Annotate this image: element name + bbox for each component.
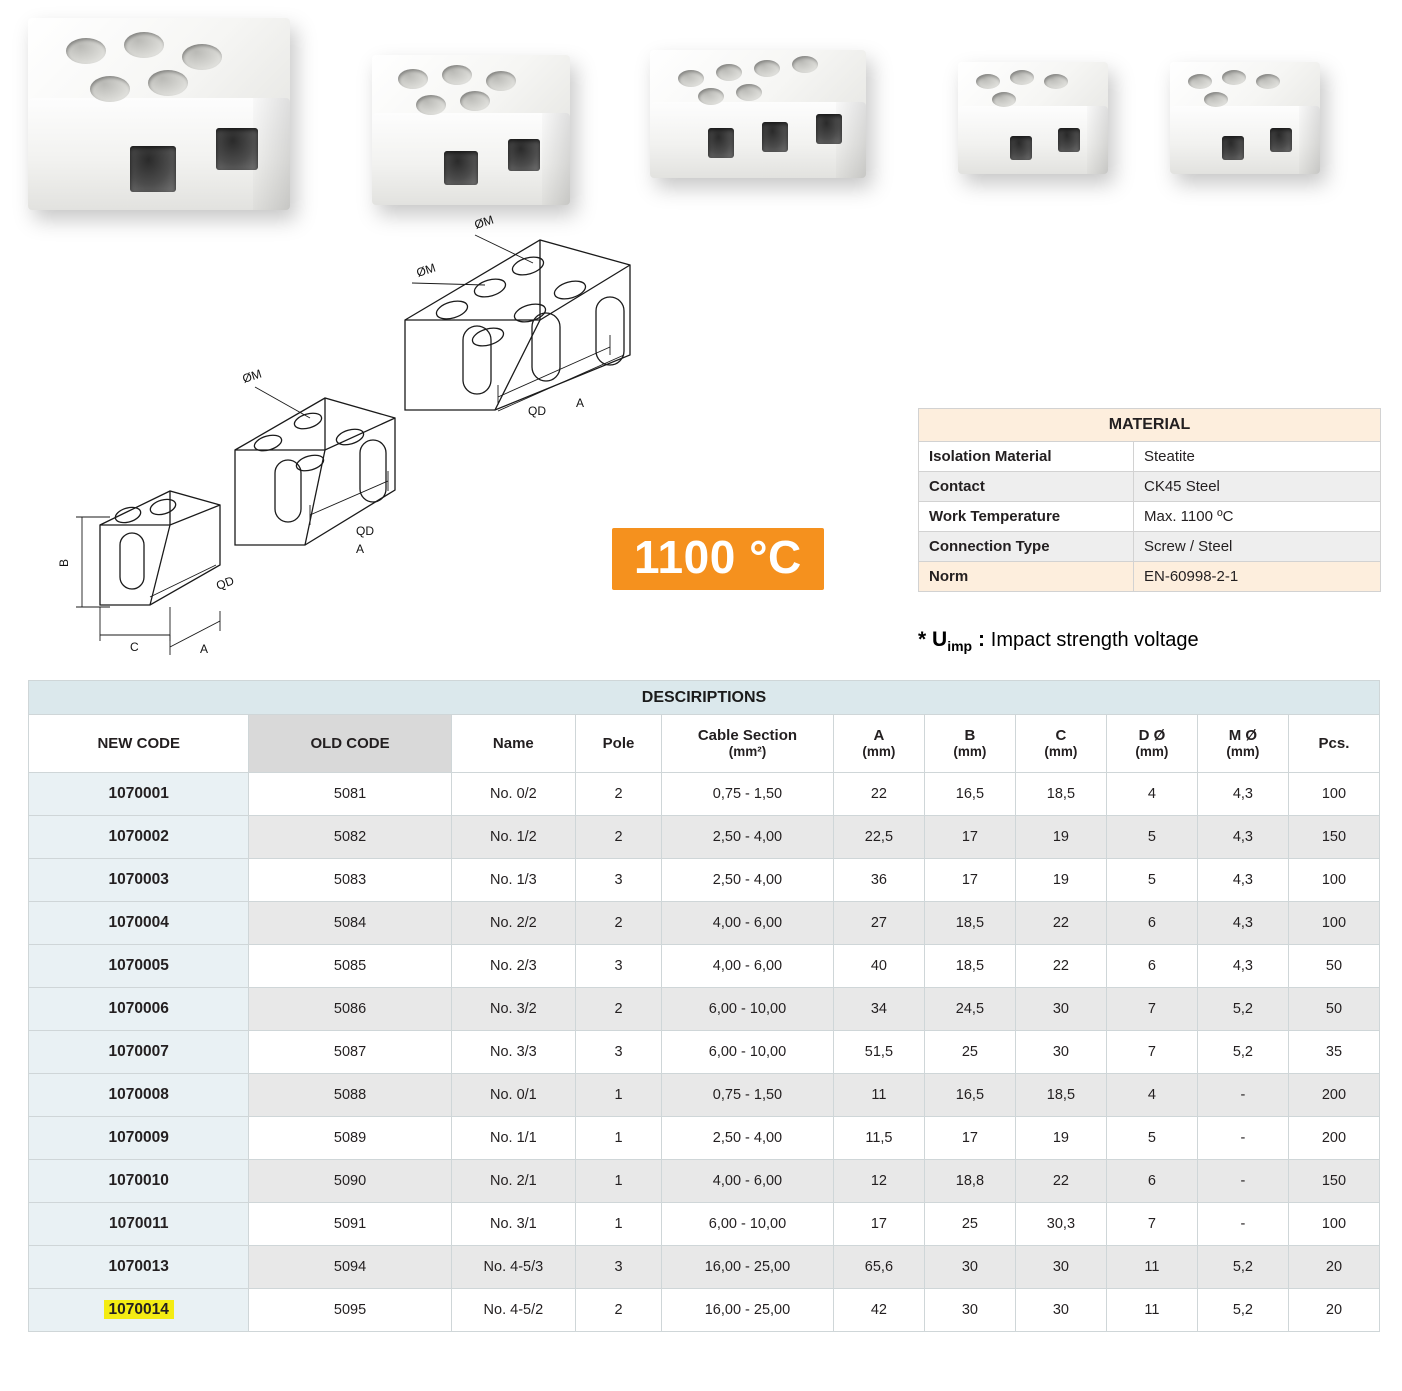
material-key: Contact — [919, 472, 1134, 502]
cell-name: No. 4-5/2 — [451, 1289, 575, 1332]
cell-pole: 2 — [576, 773, 662, 816]
product-photo-2 — [372, 55, 570, 205]
col-header-c — [1015, 715, 1106, 773]
material-row — [919, 472, 1381, 502]
screw-hole-top — [1222, 70, 1246, 85]
cell-pole: 3 — [576, 1246, 662, 1289]
col-header-m-unit: (mm) — [1226, 744, 1260, 760]
cell-c: 19 — [1015, 859, 1106, 902]
cell-name: No. 3/1 — [451, 1203, 575, 1246]
table-row — [29, 988, 1380, 1031]
cable-entry-hole — [1270, 128, 1292, 152]
label-b: B — [57, 558, 71, 567]
cell-pcs: 100 — [1288, 1203, 1379, 1246]
cell-old-code: 5084 — [249, 902, 451, 945]
cell-a: 22 — [833, 773, 924, 816]
cell-m: - — [1197, 1160, 1288, 1203]
cable-entry-hole — [444, 151, 478, 185]
col-header-name: Name — [451, 715, 575, 773]
cell-cable-section: 6,00 - 10,00 — [662, 1031, 834, 1074]
cell-d: 11 — [1106, 1289, 1197, 1332]
cell-new-code: 1070002 — [29, 816, 249, 859]
product-photo-5 — [1170, 62, 1320, 174]
block-shading — [836, 102, 866, 178]
drawing-large-block — [405, 240, 630, 410]
product-photo-3 — [650, 50, 866, 178]
cell-a: 36 — [833, 859, 924, 902]
screw-hole-top — [792, 56, 818, 73]
cell-a: 27 — [833, 902, 924, 945]
cell-name: No. 2/2 — [451, 902, 575, 945]
col-header-a-label: A — [873, 727, 885, 745]
material-key: Connection Type — [919, 532, 1134, 562]
cell-old-code: 5086 — [249, 988, 451, 1031]
material-row — [919, 442, 1381, 472]
product-photo-strip — [0, 0, 1402, 235]
cable-entry-hole — [130, 146, 176, 192]
cable-entry-hole — [1058, 128, 1080, 152]
cell-d: 7 — [1106, 1203, 1197, 1246]
cell-a: 51,5 — [833, 1031, 924, 1074]
material-value: Max. 1100 ºC — [1134, 502, 1381, 532]
screw-hole-top — [486, 71, 516, 91]
table-row — [29, 945, 1380, 988]
screw-hole-top — [148, 70, 188, 96]
block-shading — [1087, 106, 1108, 174]
cell-m: 4,3 — [1197, 902, 1288, 945]
cell-old-code: 5095 — [249, 1289, 451, 1332]
screw-hole-top — [976, 74, 1000, 89]
cell-new-code: 1070010 — [29, 1160, 249, 1203]
col-header-b-unit: (mm) — [953, 744, 987, 760]
cell-new-code: 1070009 — [29, 1117, 249, 1160]
cell-a: 17 — [833, 1203, 924, 1246]
cell-b: 17 — [924, 816, 1015, 859]
screw-hole-top — [1204, 92, 1228, 107]
cell-cable-section: 4,00 - 6,00 — [662, 902, 834, 945]
cell-a: 65,6 — [833, 1246, 924, 1289]
table-row — [29, 1074, 1380, 1117]
product-photo-1 — [28, 18, 290, 210]
cell-new-code: 1070004 — [29, 902, 249, 945]
col-header-b — [924, 715, 1015, 773]
block-shading — [542, 113, 570, 205]
screw-hole-top — [442, 65, 472, 85]
material-value: Screw / Steel — [1134, 532, 1381, 562]
cable-entry-hole — [1010, 136, 1032, 160]
cell-name: No. 1/1 — [451, 1117, 575, 1160]
cell-a: 22,5 — [833, 816, 924, 859]
highlighted-code: 1070014 — [104, 1300, 174, 1319]
drawing-medium-block — [235, 398, 395, 545]
cell-name: No. 1/2 — [451, 816, 575, 859]
screw-hole-top — [398, 69, 428, 89]
material-key: Work Temperature — [919, 502, 1134, 532]
cell-pcs: 100 — [1288, 773, 1379, 816]
footnote-subscript: imp — [947, 638, 973, 655]
cell-pole: 3 — [576, 945, 662, 988]
cell-d: 7 — [1106, 1031, 1197, 1074]
col-header-pcs: Pcs. — [1288, 715, 1379, 773]
col-header-m-diameter — [1197, 715, 1288, 773]
label-c: C — [130, 640, 139, 654]
material-row — [919, 562, 1381, 592]
label-qd: QD — [356, 524, 374, 538]
screw-hole-top — [698, 88, 724, 105]
cell-b: 30 — [924, 1246, 1015, 1289]
label-m-diameter: ØM — [414, 260, 438, 280]
screw-hole-top — [678, 70, 704, 87]
temperature-badge: 1100 °C — [612, 528, 824, 590]
block-shading — [1299, 106, 1320, 174]
cell-pcs: 20 — [1288, 1246, 1379, 1289]
label-a: A — [200, 642, 209, 656]
descriptions-title: DESCIRIPTIONS — [29, 681, 1380, 715]
cell-old-code: 5091 — [249, 1203, 451, 1246]
cell-new-code: 1070006 — [29, 988, 249, 1031]
screw-hole-top — [182, 44, 222, 70]
label-qd: QD — [214, 573, 236, 593]
col-header-a-unit: (mm) — [862, 744, 896, 760]
descriptions-header-row — [29, 715, 1380, 773]
cell-pole: 2 — [576, 988, 662, 1031]
table-row — [29, 859, 1380, 902]
cell-new-code: 1070005 — [29, 945, 249, 988]
table-row — [29, 773, 1380, 816]
col-header-d-diameter — [1106, 715, 1197, 773]
cell-c: 30 — [1015, 1031, 1106, 1074]
cell-pcs: 35 — [1288, 1031, 1379, 1074]
label-a: A — [576, 396, 585, 410]
cell-b: 25 — [924, 1203, 1015, 1246]
cell-old-code: 5081 — [249, 773, 451, 816]
cable-entry-hole — [508, 139, 540, 171]
label-m-diameter: ØM — [472, 215, 496, 232]
descriptions-table — [28, 680, 1380, 1332]
material-row — [919, 502, 1381, 532]
cell-c: 30,3 — [1015, 1203, 1106, 1246]
cell-pcs: 200 — [1288, 1074, 1379, 1117]
cell-old-code: 5090 — [249, 1160, 451, 1203]
cell-m: 5,2 — [1197, 1289, 1288, 1332]
cell-a: 11 — [833, 1074, 924, 1117]
cell-pole: 1 — [576, 1074, 662, 1117]
table-row — [29, 1203, 1380, 1246]
footnote-asterisk: * — [918, 628, 927, 651]
col-header-new-code: NEW CODE — [29, 715, 249, 773]
screw-hole-top — [124, 32, 164, 58]
cell-c: 19 — [1015, 1117, 1106, 1160]
cell-cable-section: 16,00 - 25,00 — [662, 1246, 834, 1289]
screw-hole-top — [1256, 74, 1280, 89]
cell-pole: 3 — [576, 1031, 662, 1074]
cell-c: 22 — [1015, 902, 1106, 945]
cell-pcs: 150 — [1288, 1160, 1379, 1203]
cell-d: 4 — [1106, 1074, 1197, 1117]
cell-cable-section: 2,50 - 4,00 — [662, 816, 834, 859]
table-row — [29, 1117, 1380, 1160]
cell-d: 6 — [1106, 1160, 1197, 1203]
material-key: Isolation Material — [919, 442, 1134, 472]
screw-hole-top — [716, 64, 742, 81]
cell-cable-section: 4,00 - 6,00 — [662, 1160, 834, 1203]
col-header-m-label: M Ø — [1228, 727, 1258, 745]
cell-pole: 1 — [576, 1160, 662, 1203]
descriptions-title-row — [29, 681, 1380, 715]
cell-m: - — [1197, 1074, 1288, 1117]
cell-b: 30 — [924, 1289, 1015, 1332]
cell-pcs: 100 — [1288, 902, 1379, 945]
cable-entry-hole — [708, 128, 734, 158]
cell-pole: 1 — [576, 1203, 662, 1246]
cell-d: 5 — [1106, 859, 1197, 902]
cell-name: No. 2/1 — [451, 1160, 575, 1203]
cell-d: 11 — [1106, 1246, 1197, 1289]
cell-new-code: 1070013 — [29, 1246, 249, 1289]
table-row — [29, 1160, 1380, 1203]
cell-b: 18,8 — [924, 1160, 1015, 1203]
cell-new-code: 1070001 — [29, 773, 249, 816]
screw-hole-top — [66, 38, 106, 64]
col-header-d-unit: (mm) — [1135, 744, 1169, 760]
screw-hole-top — [460, 91, 490, 111]
screw-hole-top — [90, 76, 130, 102]
cable-entry-hole — [1222, 136, 1244, 160]
table-row — [29, 1246, 1380, 1289]
cell-cable-section: 0,75 - 1,50 — [662, 1074, 834, 1117]
cell-c: 19 — [1015, 816, 1106, 859]
material-table-title: MATERIAL — [919, 409, 1381, 442]
screw-hole-top — [1010, 70, 1034, 85]
cell-m: 4,3 — [1197, 816, 1288, 859]
col-header-cable-section-label: Cable Section — [697, 727, 798, 745]
cell-a: 40 — [833, 945, 924, 988]
cell-c: 18,5 — [1015, 773, 1106, 816]
footnote-definition: Impact strength voltage — [990, 629, 1199, 651]
block-front-face — [1170, 106, 1320, 174]
cell-a: 34 — [833, 988, 924, 1031]
col-header-cable-section — [662, 715, 834, 773]
cell-a: 11,5 — [833, 1117, 924, 1160]
material-table — [918, 408, 1381, 592]
cell-d: 6 — [1106, 945, 1197, 988]
cell-c: 30 — [1015, 988, 1106, 1031]
table-row-highlighted — [29, 1289, 1380, 1332]
cell-pole: 3 — [576, 859, 662, 902]
cell-c: 18,5 — [1015, 1074, 1106, 1117]
product-photo-4 — [958, 62, 1108, 174]
cell-pcs: 50 — [1288, 988, 1379, 1031]
cell-pcs: 200 — [1288, 1117, 1379, 1160]
label-a: A — [356, 542, 365, 556]
dimension-drawing-svg — [20, 215, 680, 675]
cell-old-code: 5088 — [249, 1074, 451, 1117]
cell-b: 17 — [924, 859, 1015, 902]
col-header-b-label: B — [964, 727, 976, 745]
cable-entry-hole — [216, 128, 258, 170]
cell-pole: 1 — [576, 1117, 662, 1160]
cell-name: No. 2/3 — [451, 945, 575, 988]
cell-d: 5 — [1106, 1117, 1197, 1160]
table-row — [29, 902, 1380, 945]
col-header-c-label: C — [1055, 727, 1067, 745]
material-value: Steatite — [1134, 442, 1381, 472]
cell-b: 18,5 — [924, 902, 1015, 945]
col-header-c-unit: (mm) — [1044, 744, 1078, 760]
cell-pole: 2 — [576, 816, 662, 859]
screw-hole-top — [1044, 74, 1068, 89]
screw-hole-top — [992, 92, 1016, 107]
cell-cable-section: 4,00 - 6,00 — [662, 945, 834, 988]
cell-name: No. 4-5/3 — [451, 1246, 575, 1289]
cell-pcs: 50 — [1288, 945, 1379, 988]
col-header-cable-section-unit: (mm²) — [728, 744, 767, 760]
cell-m: 5,2 — [1197, 1031, 1288, 1074]
cell-c: 22 — [1015, 945, 1106, 988]
cable-entry-hole — [762, 122, 788, 152]
cell-new-code — [29, 1289, 249, 1332]
cell-name: No. 3/2 — [451, 988, 575, 1031]
cell-b: 17 — [924, 1117, 1015, 1160]
material-key: Norm — [919, 562, 1134, 592]
cell-d: 5 — [1106, 816, 1197, 859]
technical-drawings — [20, 215, 680, 675]
drawing-small-block — [100, 491, 220, 605]
col-header-a — [833, 715, 924, 773]
cell-m: 4,3 — [1197, 859, 1288, 902]
cell-new-code: 1070011 — [29, 1203, 249, 1246]
cell-new-code: 1070003 — [29, 859, 249, 902]
cell-old-code: 5082 — [249, 816, 451, 859]
cell-b: 25 — [924, 1031, 1015, 1074]
cell-m: 4,3 — [1197, 773, 1288, 816]
cell-a: 12 — [833, 1160, 924, 1203]
cell-old-code: 5094 — [249, 1246, 451, 1289]
cell-cable-section: 0,75 - 1,50 — [662, 773, 834, 816]
cell-m: 4,3 — [1197, 945, 1288, 988]
cell-m: 5,2 — [1197, 988, 1288, 1031]
table-row — [29, 1031, 1380, 1074]
cell-b: 16,5 — [924, 1074, 1015, 1117]
cell-cable-section: 6,00 - 10,00 — [662, 988, 834, 1031]
cell-b: 16,5 — [924, 773, 1015, 816]
screw-hole-top — [416, 95, 446, 115]
block-front-face — [958, 106, 1108, 174]
cell-cable-section: 2,50 - 4,00 — [662, 1117, 834, 1160]
cell-d: 4 — [1106, 773, 1197, 816]
cell-pcs: 150 — [1288, 816, 1379, 859]
screw-hole-top — [754, 60, 780, 77]
cell-d: 6 — [1106, 902, 1197, 945]
cell-m: - — [1197, 1117, 1288, 1160]
col-header-d-label: D Ø — [1138, 727, 1166, 745]
material-table-header-row — [919, 409, 1381, 442]
label-m-diameter: ØM — [240, 366, 264, 386]
cell-new-code: 1070008 — [29, 1074, 249, 1117]
table-row — [29, 816, 1380, 859]
cell-pole: 2 — [576, 902, 662, 945]
screw-hole-top — [1188, 74, 1212, 89]
cell-new-code: 1070007 — [29, 1031, 249, 1074]
cell-pcs: 20 — [1288, 1289, 1379, 1332]
cell-pole: 2 — [576, 1289, 662, 1332]
cell-cable-section: 6,00 - 10,00 — [662, 1203, 834, 1246]
screw-hole-top — [736, 84, 762, 101]
col-header-old-code: OLD CODE — [249, 715, 451, 773]
material-value: CK45 Steel — [1134, 472, 1381, 502]
footnote-colon: : — [977, 628, 985, 651]
cell-c: 30 — [1015, 1246, 1106, 1289]
cell-c: 22 — [1015, 1160, 1106, 1203]
cell-m: 5,2 — [1197, 1246, 1288, 1289]
cell-b: 24,5 — [924, 988, 1015, 1031]
cell-old-code: 5083 — [249, 859, 451, 902]
cell-c: 30 — [1015, 1289, 1106, 1332]
footnote-term: U — [932, 628, 948, 651]
block-shading — [253, 98, 290, 210]
cell-name: No. 3/3 — [451, 1031, 575, 1074]
label-qd: QD — [528, 404, 546, 418]
cell-old-code: 5087 — [249, 1031, 451, 1074]
cell-old-code: 5089 — [249, 1117, 451, 1160]
cell-b: 18,5 — [924, 945, 1015, 988]
cell-name: No. 0/1 — [451, 1074, 575, 1117]
cell-name: No. 0/2 — [451, 773, 575, 816]
cell-name: No. 1/3 — [451, 859, 575, 902]
uimp-footnote — [918, 628, 1199, 654]
material-row — [919, 532, 1381, 562]
cell-old-code: 5085 — [249, 945, 451, 988]
cell-m: - — [1197, 1203, 1288, 1246]
cell-pcs: 100 — [1288, 859, 1379, 902]
cell-a: 42 — [833, 1289, 924, 1332]
cell-d: 7 — [1106, 988, 1197, 1031]
material-value: EN-60998-2-1 — [1134, 562, 1381, 592]
col-header-pole: Pole — [576, 715, 662, 773]
cell-cable-section: 16,00 - 25,00 — [662, 1289, 834, 1332]
cell-cable-section: 2,50 - 4,00 — [662, 859, 834, 902]
